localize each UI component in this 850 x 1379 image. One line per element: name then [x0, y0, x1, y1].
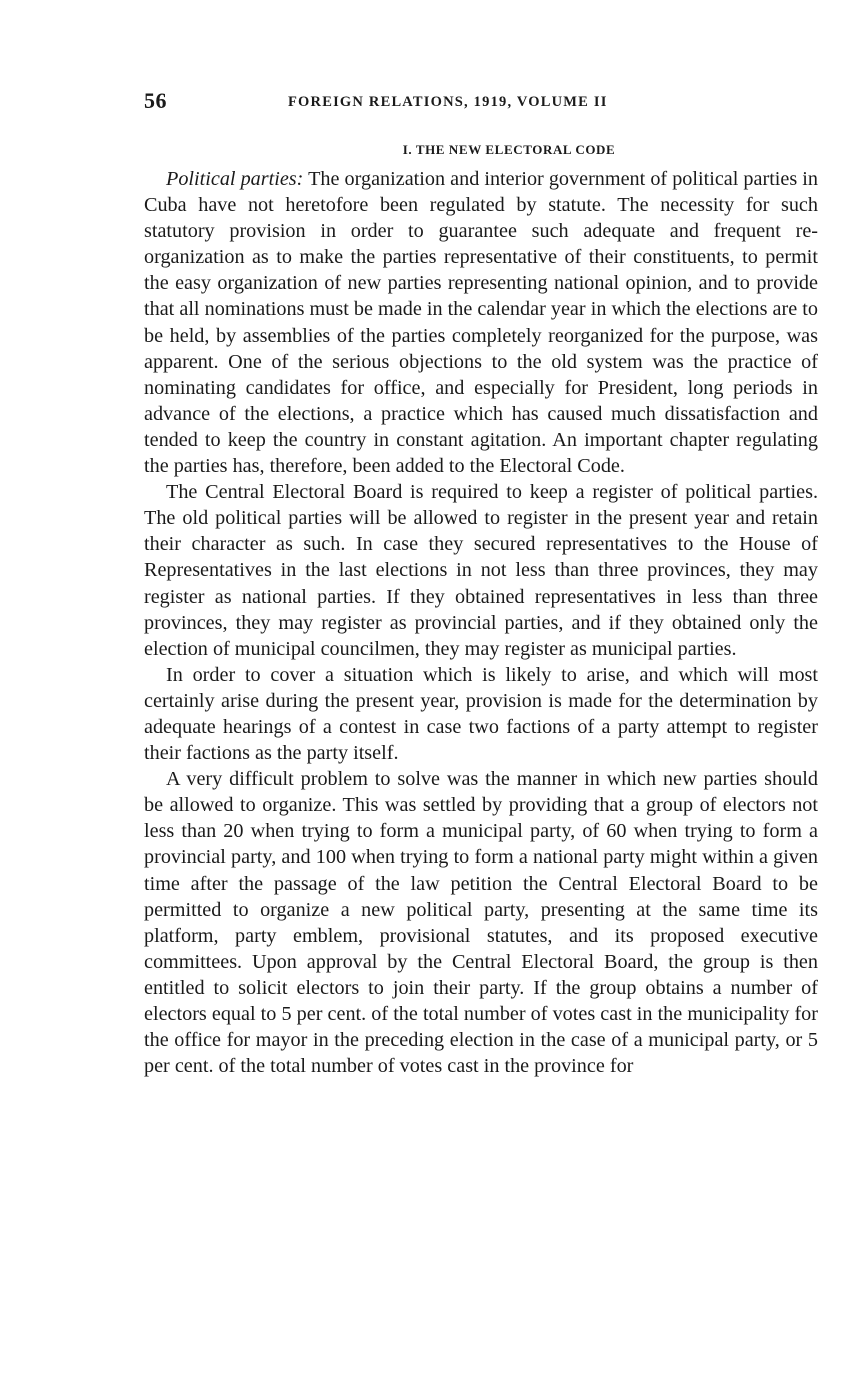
paragraph-register	[144, 479, 818, 662]
paragraph-political-parties	[144, 166, 818, 479]
body-text	[144, 166, 818, 1079]
document-page	[144, 88, 818, 1079]
page-number: 56	[144, 88, 167, 113]
paragraph-text: In order to cover a situation which is likely to arise, and which will most certainly arise during the present year, provision is made for the determination by adequate hearings of a contest in case two factions of a party attempt to register their factions as the party itself.	[144, 663, 818, 765]
paragraph-factions	[144, 662, 818, 766]
running-title: FOREIGN RELATIONS, 1919, VOLUME II	[288, 94, 608, 110]
paragraph-lead-term: Political parties:	[166, 168, 304, 190]
section-heading: I. THE NEW ELECTORAL CODE	[402, 142, 616, 157]
paragraph-text: A very difficult problem to solve was the manner in which new parties should be allowed to organize. This was settled by providing that a group of electors not less than 20 when trying to form a municipal party, of 60 when trying to form a provincial party, and 100 when trying to form a national party might within a given time after the passage of the law petition the Central Electoral Board to be permitted to organize a new political party, presenting at the same time its platform, party emblem, provisional statutes, and its proposed executive committees. Upon approval by the Central Electoral Board, the group is then entitled to solicit electors to join their party. If the group obtains a number of electors equal to 5 per cent. of the total number of votes cast in the municipality for the office for mayor in the preceding election in the case of a municipal party, or 5 per cent. of the total number of votes cast in the province for	[144, 768, 818, 1078]
paragraph-text: The organization and interior government of political parties in Cuba have not heretofore been regulated by statute. The necessity for such statutory provision in order to guarantee such adequate and frequent re-organization as to make the parties representative of their constituents, to permit the easy organization of new parties representing national opinion, and to provide that all nominations must be made in the calendar year in which the elections are to be held, by assemblies of the parties completely reorganized for the purpose, was apparent. One of the serious objections to the old system was the practice of nominating candidates for office, and especially for President, long periods in advance of the elections, a practice which has caused much dissatisfaction and tended to keep the country in constant agitation. An important chapter regulating the parties has, therefore, been added to the Electoral Code.	[144, 168, 818, 478]
paragraph-text: The Central Electoral Board is required to keep a register of political parties. The old political parties will be allowed to register in the present year and retain their character as such. In case they secured representatives to the House of Representatives in the last elections in not less than three provinces, they may register as national parties. If they obtained representatives in less than three provinces, they may register as provincial parties, and if they obtained only the election of municipal councilmen, they may register as municipal parties.	[144, 481, 818, 660]
running-head	[144, 88, 818, 122]
paragraph-new-parties	[144, 766, 818, 1079]
